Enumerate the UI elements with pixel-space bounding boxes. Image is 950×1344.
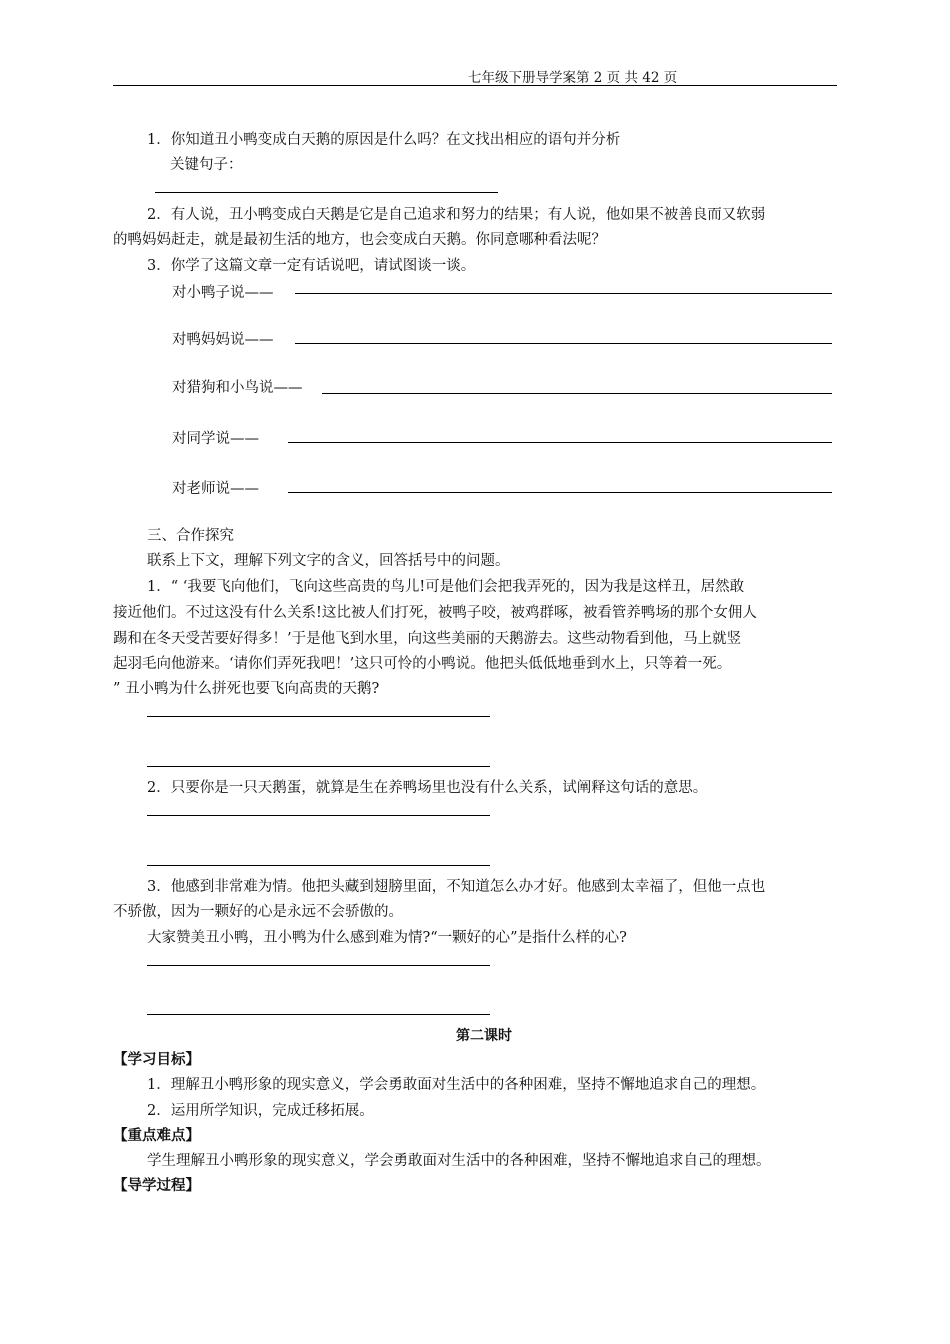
key-points-text: 学生理解丑小鸭形象的现实意义，学会勇敢面对生活中的各种困难，坚持不懈地追求自己的理想。: [147, 1153, 771, 1169]
section-heading: 三、合作探究: [147, 528, 234, 544]
goals-heading: 【学习目标】: [113, 1051, 200, 1068]
talk-label-classmates: 对同学说——: [172, 431, 259, 447]
answer-line[interactable]: [147, 815, 490, 816]
goal-1: 1．理解丑小鸭形象的现实意义，学会勇敢面对生活中的各种困难，坚持不懈地追求自己的理想。: [147, 1077, 766, 1093]
header-rule: [113, 85, 837, 86]
key-points-heading: 【重点难点】: [113, 1127, 200, 1144]
question-3: 3．你学了这篇文章一定有话说吧，请试图谈一谈。: [147, 258, 476, 274]
answer-line[interactable]: [147, 965, 490, 966]
passage-3-question: 大家赞美丑小鸭，丑小鸭为什么感到难为情?“一颗好的心”是指什么样的心?: [147, 930, 627, 946]
process-heading: 【导学过程】: [113, 1177, 200, 1194]
passage-3-line1: 3．他感到非常难为情。他把头藏到翅膀里面，不知道怎么办才好。他感到太幸福了，但他一点也: [147, 879, 766, 895]
passage-1-question: ” 丑小鸭为什么拼死也要飞向高贵的天鹅?: [113, 681, 380, 697]
goal-2: 2．运用所学知识，完成迁移拓展。: [147, 1103, 374, 1119]
talk-label-dog-birds: 对猎狗和小鸟说——: [172, 380, 303, 396]
talk-label-duckling: 对小鸭子说——: [172, 285, 274, 301]
answer-line[interactable]: [288, 492, 832, 493]
answer-line[interactable]: [288, 442, 832, 443]
passage-1-line4: 起羽毛向他游来。‘请你们弄死我吧！’这只可怜的小鸭说。他把头低低地垂到水上，只等着一死。: [113, 656, 732, 672]
passage-2: 2．只要你是一只天鹅蛋，就算是生在养鸭场里也没有什么关系，试阐释这句话的意思。: [147, 780, 708, 796]
passage-1-line2: 接近他们。不过这没有什么关系!这比被人们打死，被鸭子咬，被鸡群啄，被看管养鸭场的那个女佣人: [113, 605, 757, 621]
page-header: 七年级下册导学案第 2 页 共 42 页: [468, 70, 678, 86]
question-2-line1: 2．有人说，丑小鸭变成白天鹅是它是自己追求和努力的结果；有人说，他如果不被善良而又软弱: [147, 207, 766, 223]
answer-line[interactable]: [322, 393, 832, 394]
lesson-title: 第二课时: [456, 1028, 512, 1044]
question-2-line2: 的鸭妈妈赶走，就是最初生活的地方，也会变成白天鹅。你同意哪种看法呢？: [113, 232, 606, 248]
answer-line[interactable]: [147, 766, 490, 767]
answer-line[interactable]: [295, 343, 832, 344]
answer-line[interactable]: [295, 293, 832, 294]
answer-line[interactable]: [155, 192, 498, 193]
answer-line[interactable]: [147, 865, 490, 866]
question-1-key-label: 关键句子：: [170, 157, 243, 173]
passage-3-line2: 不骄傲，因为一颗好的心是永远不会骄傲的。: [113, 904, 403, 920]
section-intro: 联系上下文，理解下列文字的含义，回答括号中的问题。: [147, 553, 510, 569]
passage-1-line1: 1．“ ‘我要飞向他们，飞向这些高贵的鸟儿!可是他们会把我弄死的，因为我是这样丑，居然敢: [147, 579, 745, 595]
answer-line[interactable]: [147, 1014, 490, 1015]
talk-label-teacher: 对老师说——: [172, 481, 259, 497]
answer-line[interactable]: [147, 716, 490, 717]
talk-label-mother-duck: 对鸭妈妈说——: [172, 332, 274, 348]
passage-1-line3: 踢和在冬天受苦要好得多！’于是他飞到水里，向这些美丽的天鹅游去。这些动物看到他，马上就竖: [113, 631, 742, 647]
question-1: 1．你知道丑小鸭变成白天鹅的原因是什么吗？在文找出相应的语句并分析: [147, 132, 621, 148]
